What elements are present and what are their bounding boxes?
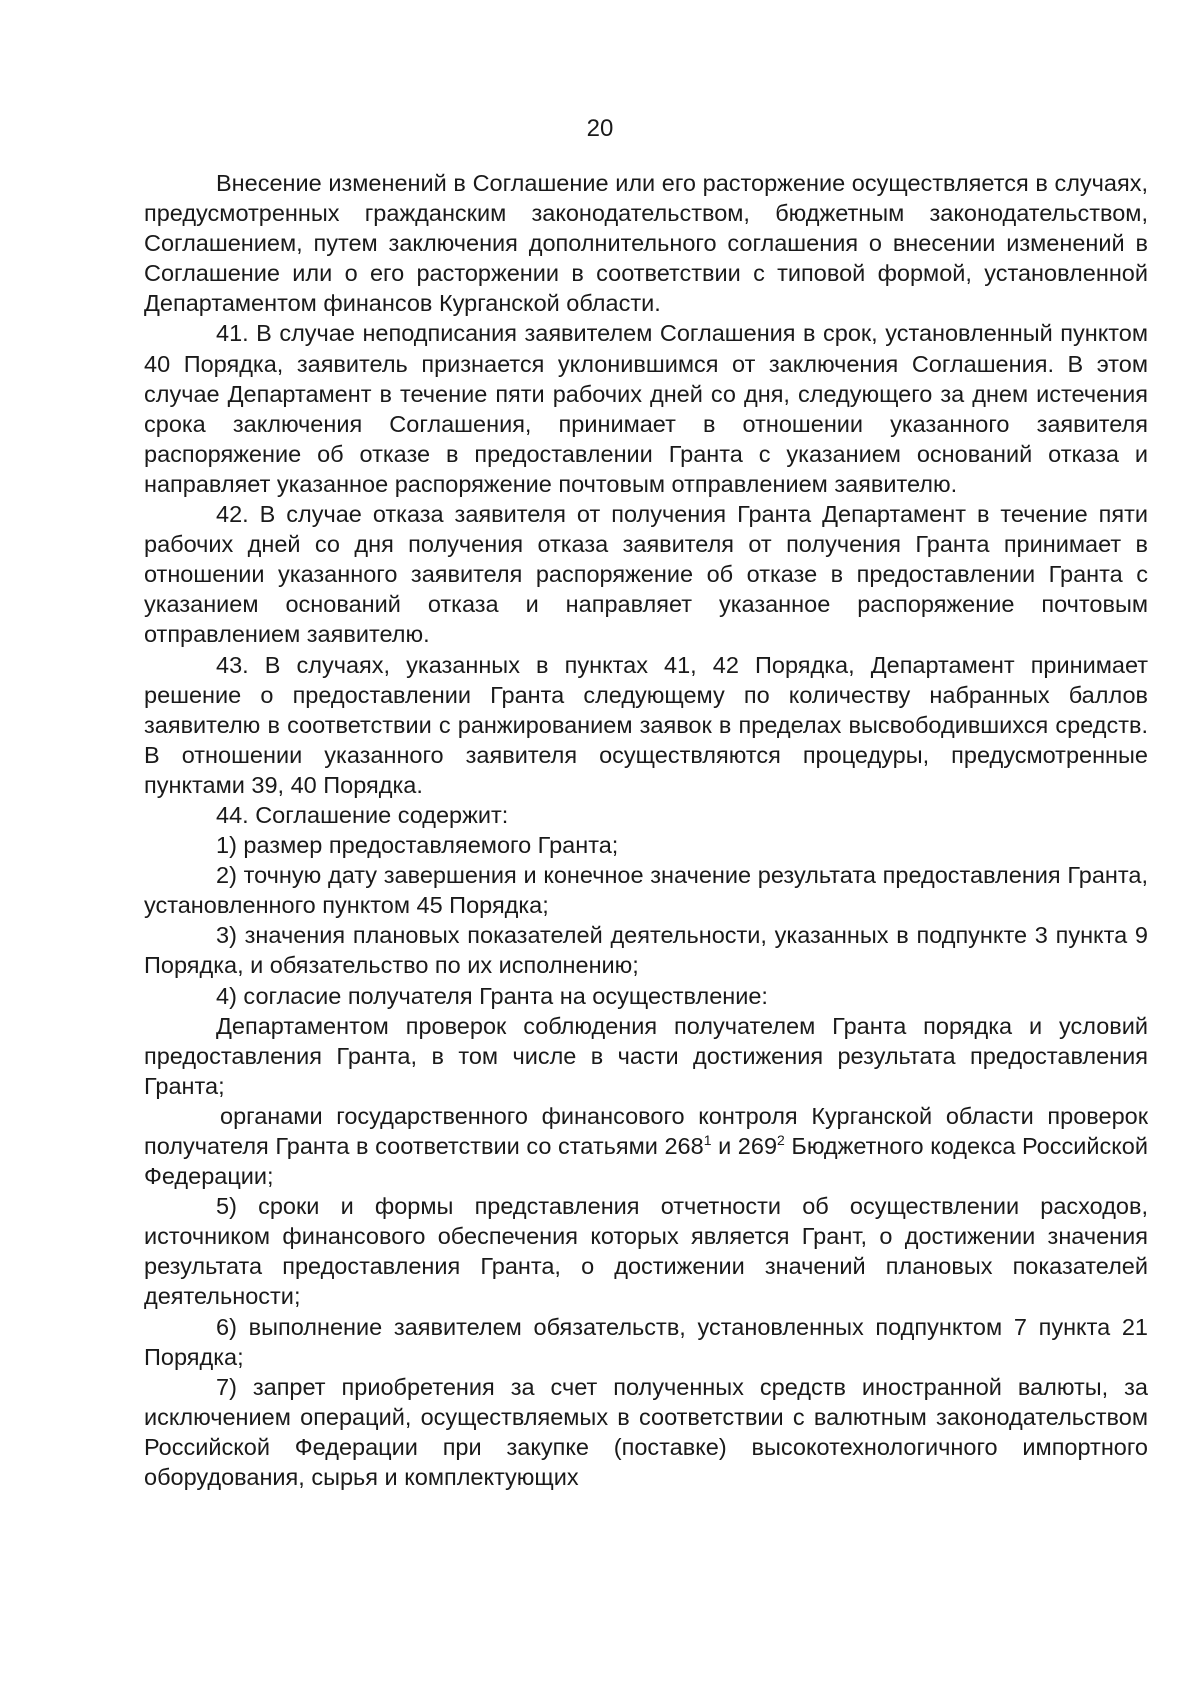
control-bodies-text-start: органами государственного финансового контроля Курганской области проверок получателя Гранта в соответствии со статьями 268 xyxy=(144,1102,1148,1159)
paragraph-41: 41. В случае неподписания заявителем Соглашения в срок, установленный пунктом 40 Порядка, заявитель признается уклонившимся от заключения Соглашения. В этом случае Департамент в течение пяти рабочих дней со дня, следующего за днем истечения срока заключения Соглашения, принимает в отношении указанного заявителя распоряжение об отказе в предоставлении Гранта с указанием оснований отказа и направляет указанное распоряжение почтовым отправлением заявителю. xyxy=(144,320,1148,497)
list-item-6: 6) выполнение заявителем обязательств, установленных подпунктом 7 пункта 21 Порядка; xyxy=(144,1313,1148,1370)
control-bodies-text-end: Бюджетного кодекса Российской Федерации; xyxy=(144,1133,1148,1190)
superscript-2: 2 xyxy=(777,1132,785,1149)
list-item-7: 7) запрет приобретения за счет полученных средств иностранной валюты, за исключением операций, осуществляемых в соответствии с валютным законодательством Российской Федерации при закупке (поставке) высокотехнологичного импортного оборудования, сырья и комплектующих xyxy=(144,1373,1148,1491)
superscript-1: 1 xyxy=(703,1132,712,1149)
paragraph-42: 42. В случае отказа заявителя от получения Гранта Департамент в течение пяти рабочих дней со дня получения отказа заявителя от получения Гранта принимает в отношении указанного заявителя распоряжение об отказе в предоставлении Гранта с указанием оснований отказа и направляет указанное распоряжение почтовым отправлением заявителю. xyxy=(144,501,1148,648)
list-item-5: 5) сроки и формы представления отчетности об осуществлении расходов, источником финансового обеспечения которых является Грант, о достижении значения результата предоставления Гранта, о достижении значений плановых показателей деятельности; xyxy=(144,1193,1148,1310)
list-item-4-department: Департаментом проверок соблюдения получателем Гранта порядка и условий предоставления Гранта, в том числе в части достижения результата предоставления Гранта; xyxy=(144,1012,1148,1099)
document-body xyxy=(144,168,1148,1492)
list-item-3: 3) значения плановых показателей деятельности, указанных в подпункте 3 пункта 9 Порядка, и обязательство по их исполнению; xyxy=(144,922,1148,979)
page-number: 20 xyxy=(586,115,614,142)
list-item-1: 1) размер предоставляемого Гранта; xyxy=(216,832,619,859)
control-bodies-text-mid: и 269 xyxy=(711,1133,778,1159)
paragraph-43: 43. В случаях, указанных в пунктах 41, 42 Порядка, Департамент принимает решение о предоставлении Гранта следующему по количеству набранных баллов заявителю в соответствии с ранжированием заявок в пределах высвободившихся средств. В отношении указанного заявителя осуществляются процедуры, предусмотренные пунктами 39, 40 Порядка. xyxy=(144,651,1148,798)
paragraph-amendments: Внесение изменений в Соглашение или его расторжение осуществляется в случаях, предусмотренных гражданским законодательством, бюджетным законодательством, Соглашением, путем заключения дополнительного соглашения о внесении изменений в Соглашение или о его расторжении в соответствии с типовой формой, установленной Департаментом финансов Курганской области. xyxy=(144,170,1148,317)
list-item-4-control-bodies xyxy=(144,1101,1148,1191)
paragraph-44: 44. Соглашение содержит: xyxy=(216,801,509,828)
list-item-4: 4) согласие получателя Гранта на осуществление: xyxy=(216,982,768,1009)
list-item-2: 2) точную дату завершения и конечное значение результата предоставления Гранта, установленного пунктом 45 Порядка; xyxy=(144,862,1148,919)
